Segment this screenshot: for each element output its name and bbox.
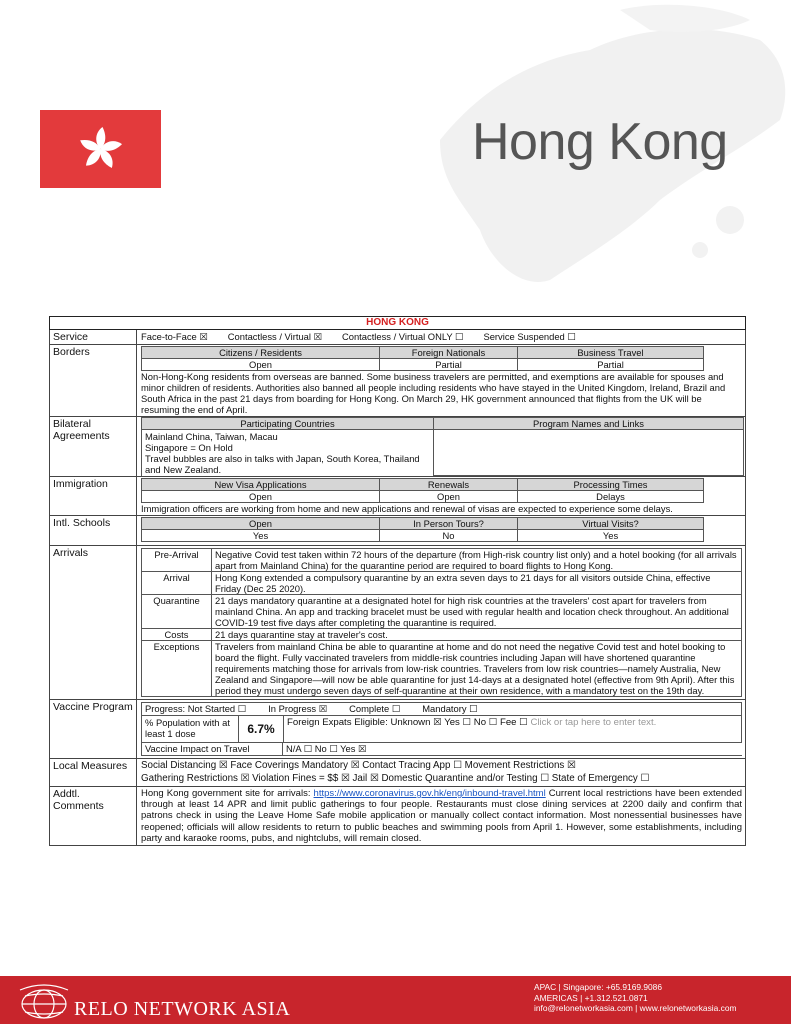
brand-name: RELO NETWORK ASIA [74, 998, 291, 1020]
label-borders: Borders [50, 345, 137, 416]
grid-cell: No [380, 530, 518, 542]
row-comments [49, 787, 746, 846]
arrivals-value: 21 days quarantine stay at traveler's cost. [212, 629, 742, 641]
label-comments: Addtl. Comments [50, 787, 137, 845]
arrivals-key: Arrival [142, 572, 212, 595]
borders-note: Non-Hong-Kong residents from overseas are banned. Some business travelers are permitted, and exemptions are available for spouses and minor children of residents. Authorities also banned all people including residents who have stayed in the United Kingdom, Ireland, Brazil and South Africa in the past 21 days from boarding for Hong Kong. On March 29, HK government announced that flights from the UK will be resuming the end of April. [141, 371, 726, 415]
label-arrivals: Arrivals [50, 546, 137, 699]
page-title: Hong Kong [472, 113, 728, 171]
arrivals-grid [141, 548, 742, 697]
table-title: HONG KONG [49, 316, 746, 330]
program-links [434, 430, 744, 476]
contact-phone-americas: AMERICAS | +1.312.521.0871 [534, 992, 648, 1003]
row-arrivals [49, 546, 746, 700]
arrivals-value: Hong Kong extended a compulsory quarantine by an extra seven days to 21 days for all visitors outside China, effective Friday (Dec 25 2020). [212, 572, 742, 595]
label-service: Service [50, 330, 137, 344]
grid-header: In Person Tours? [380, 517, 518, 530]
impact-label: Vaccine Impact on Travel [142, 743, 283, 755]
service-option[interactable]: Contactless / Virtual ONLY ☐ [341, 331, 464, 342]
local-measures-line[interactable]: Gathering Restrictions ☒ Violation Fines = $$ ☒ Jail ☒ Domestic Quarantine and/or Testing ☐ State of Emergency ☐ [141, 772, 650, 784]
label-local: Local Measures [50, 759, 137, 786]
arrivals-value: 21 days mandatory quarantine at a designated hotel for high risk countries at the travelers' cost apart for travelers from mainland China. An app and tracking bracelet must be used with regular health and location check throughout. An additional COVID-19 test five days after completing the quarantine is required. [212, 595, 742, 629]
grid-header: Business Travel [518, 346, 704, 359]
borders-grid [141, 346, 704, 371]
grid-header: Foreign Nationals [380, 346, 518, 359]
grid-cell: Partial [518, 359, 704, 371]
country-item: Travel bubbles are also in talks with Japan, South Korea, Thailand and New Zealand. [145, 453, 420, 475]
immigration-note: Immigration officers are working from home and new applications and renewal of visas are expected to experience some delays. [141, 503, 673, 514]
comments-text: Current local restrictions have been extended through at least 14 APR and limit public gatherings to four people. Restaurants must close dining services at 2200 daily and confirm that patrons check in using the Leave Home Safe mobile application or manually collect contact information. Most nonessential businesses have reopened; officials will allow residents to return to public beaches and swimming pools from April 1. However, some establishments, including party and karaoke rooms, pubs, and nightclubs, will remain closed. [141, 788, 742, 844]
local-measures-line[interactable]: Social Distancing ☒ Face Coverings Mandatory ☒ Contact Tracing App ☐ Movement Restrictions ☒ [141, 760, 576, 771]
vaccine-progress-option[interactable]: Complete ☐ [349, 703, 401, 714]
grid-cell: Delays [518, 491, 704, 503]
label-immigration: Immigration [50, 477, 137, 515]
row-schools [49, 516, 746, 546]
country-item: Mainland China, Taiwan, Macau [145, 431, 278, 442]
grid-header: Virtual Visits? [518, 517, 704, 530]
contact-email-web[interactable]: info@relonetworkasia.com | www.relonetworkasia.com [534, 1003, 737, 1013]
bauhinia-flower-icon [40, 110, 161, 188]
arrivals-key: Pre-Arrival [142, 549, 212, 572]
grid-header: New Visa Applications [142, 478, 380, 491]
arrivals-value: Negative Covid test taken within 72 hours of the departure (from High-risk country list only) and a hotel booking (for all arrivals apart from Mainland China) for the quarantine period are required to board flights to Hong Kong. [212, 549, 742, 572]
arrivals-key: Costs [142, 629, 212, 641]
grid-cell: Open [380, 491, 518, 503]
grid-cell: Yes [518, 530, 704, 542]
country-item: Singapore = On Hold [145, 442, 233, 453]
arrivals-key: Quarantine [142, 595, 212, 629]
comments-prefix: Hong Kong government site for arrivals: [141, 788, 314, 799]
row-vaccine [49, 700, 746, 759]
schools-grid [141, 517, 704, 542]
service-option[interactable]: Face-to-Face ☒ [141, 331, 208, 342]
population-label: % Population with at least 1 dose [142, 716, 239, 742]
expats-eligible[interactable]: Foreign Expats Eligible: Unknown ☒ Yes ☐ No ☐ Fee ☐ [287, 717, 528, 728]
vaccine-progress-option[interactable]: Mandatory ☐ [422, 703, 478, 714]
grid-header: Program Names and Links [434, 417, 744, 430]
row-immigration [49, 477, 746, 516]
grid-header: Citizens / Residents [142, 346, 380, 359]
immigration-grid [141, 478, 704, 503]
arrivals-value: Travelers from mainland China be able to quarantine at home and do not need the negative Covid test and hotel booking to board the flight. Fully vaccinated travelers from middle-risk countries including Japan will have shortened quarantine requirements matching those for arrivals from low-risk countries. Travelers from low risk countries—namely Australia, New Zealand and Singapore—will now be able quarantine for just 14-days at a designated hotel (effective from 9th April). After this period they must undergo seven days of self-quarantine at their own residence, with a mandatory test on the 19th day. [212, 641, 742, 697]
population-value: 6.7% [239, 716, 284, 742]
row-borders [49, 345, 746, 417]
arrivals-key: Exceptions [142, 641, 212, 697]
service-option[interactable]: Service Suspended ☐ [483, 331, 576, 342]
grid-cell: Open [142, 491, 380, 503]
row-bilateral [49, 417, 746, 477]
vaccine-progress-option[interactable]: Progress: Not Started ☐ [145, 703, 247, 714]
service-option[interactable]: Contactless / Virtual ☒ [227, 331, 322, 342]
contact-info [534, 982, 736, 1014]
vaccine-grid [141, 702, 742, 756]
grid-header: Processing Times [518, 478, 704, 491]
row-local [49, 759, 746, 787]
label-vaccine: Vaccine Program [50, 700, 137, 758]
expats-text-placeholder[interactable]: Click or tap here to enter text. [530, 717, 657, 728]
label-schools: Intl. Schools [50, 516, 137, 545]
contact-phone-apac: APAC | Singapore: +65.9169.9086 [534, 982, 662, 992]
grid-cell: Open [142, 359, 380, 371]
grid-header: Renewals [380, 478, 518, 491]
grid-cell: Partial [380, 359, 518, 371]
arrivals-link[interactable]: https://www.coronavirus.gov.hk/eng/inbound-travel.html [313, 788, 546, 799]
grid-header: Open [142, 517, 380, 530]
grid-header: Participating Countries [142, 417, 434, 430]
hong-kong-flag [40, 110, 161, 188]
participating-countries [142, 430, 434, 476]
globe-logo-icon [16, 982, 72, 1020]
vaccine-progress-option[interactable]: In Progress ☒ [268, 703, 328, 714]
bilateral-grid [141, 417, 744, 476]
grid-cell: Yes [142, 530, 380, 542]
row-service [49, 330, 746, 345]
country-table [49, 316, 746, 846]
footer [0, 976, 791, 1024]
label-bilateral: Bilateral Agreements [50, 417, 137, 476]
impact-value[interactable]: N/A ☐ No ☐ Yes ☒ [286, 743, 367, 754]
